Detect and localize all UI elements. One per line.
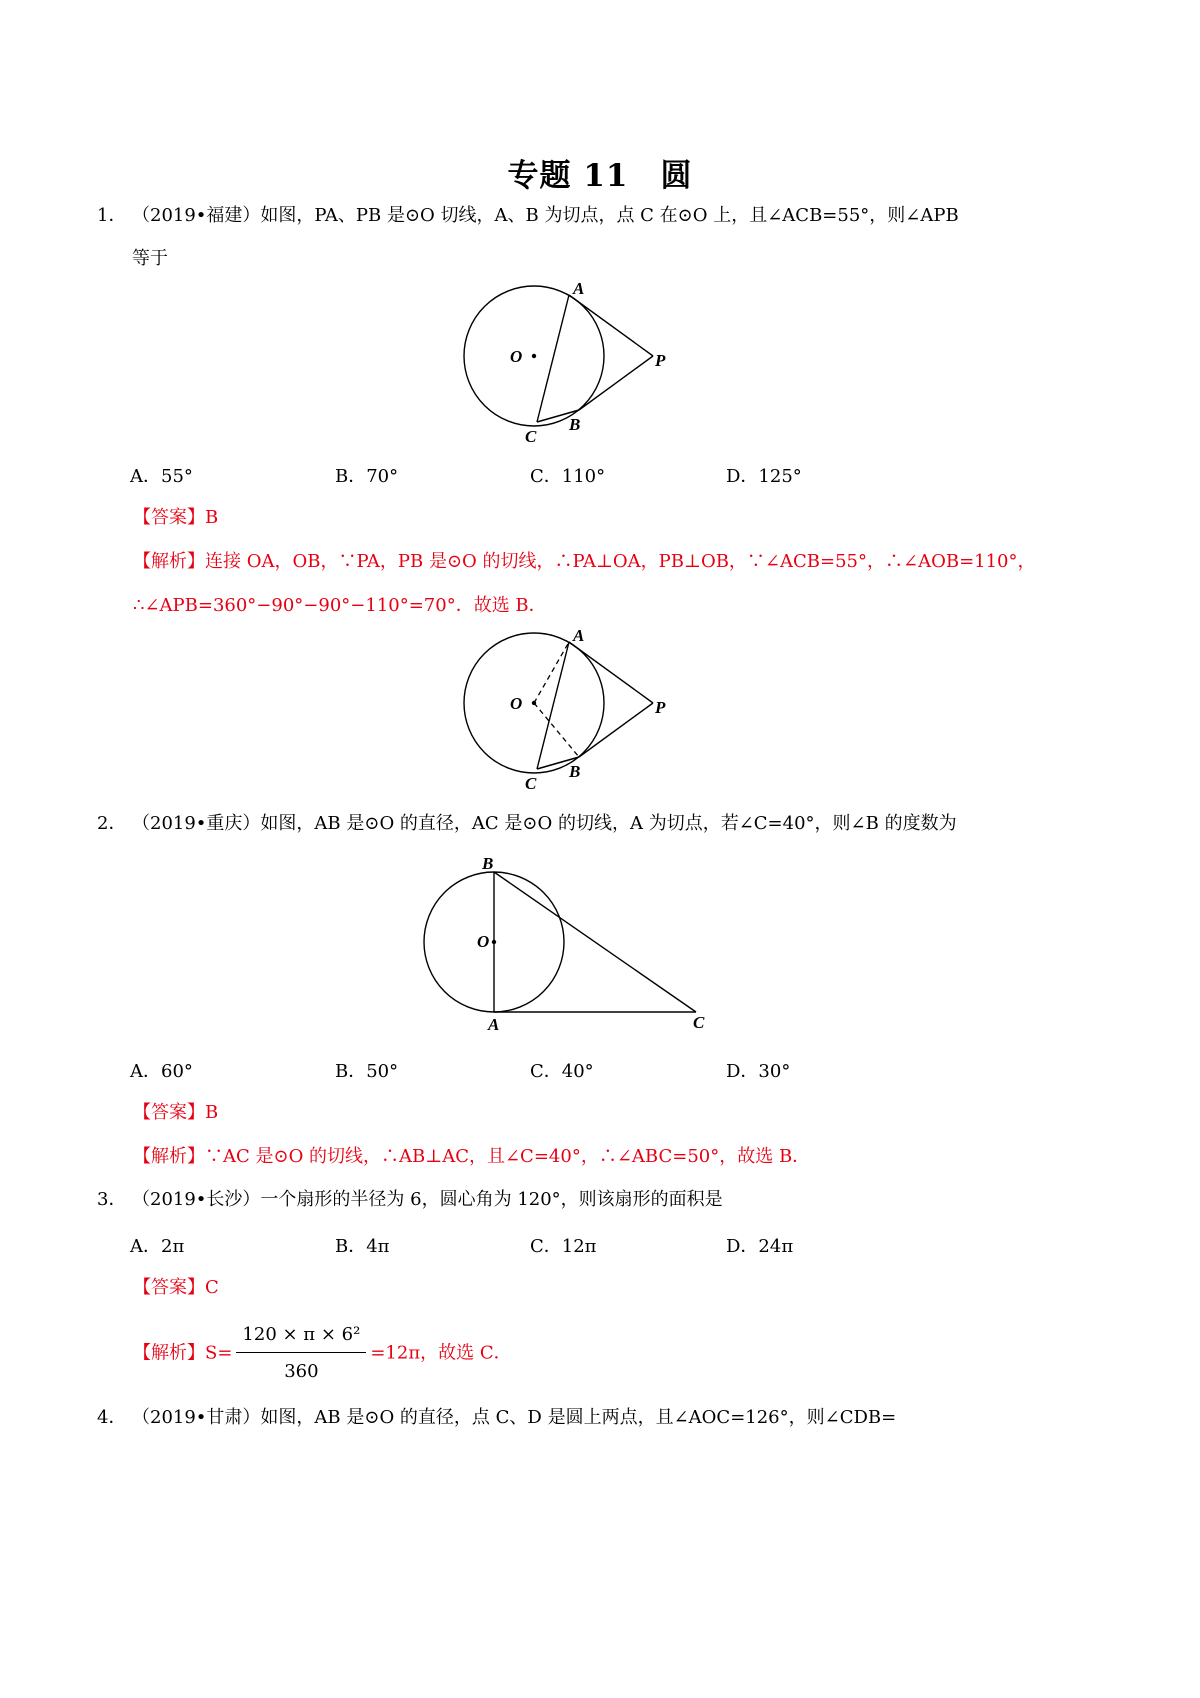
q1s-radius-ob	[534, 703, 579, 757]
q1-label-a: A	[573, 279, 585, 298]
q1s-center-dot	[532, 701, 536, 705]
q1-label-p: P	[655, 351, 666, 370]
q3-option-a: A．2π	[130, 1236, 185, 1257]
q4-text-line1: （2019•甘肃）如图，AB 是⊙O 的直径，点 C、D 是圆上两点，且∠AOC=126°，则∠CDB=	[132, 1407, 897, 1428]
q2-label-c: C	[693, 1013, 705, 1032]
q3-option-b: B．4π	[335, 1236, 390, 1257]
q1-text-line1: （2019•福建）如图，PA、PB 是⊙O 切线，A、B 为切点，点 C 在⊙O 上，且∠ACB=55°，则∠APB	[132, 205, 959, 226]
q3-analysis-prefix: 【解析】S=	[133, 1342, 233, 1364]
q3-fraction-numerator: 120 × π × 6²	[236, 1322, 366, 1353]
q2-number: 2．	[97, 813, 127, 834]
q1-tangent-pa	[569, 295, 653, 356]
q4-number: 4．	[97, 1407, 127, 1428]
q1s-label-p: P	[655, 698, 666, 717]
q1s-label-a: A	[573, 626, 585, 645]
q1-solution-figure	[440, 617, 700, 802]
q1-label-b: B	[569, 415, 581, 434]
q1s-label-o: O	[510, 694, 523, 713]
q2-text-line1: （2019•重庆）如图，AB 是⊙O 的直径，AC 是⊙O 的切线，A 为切点，若∠C=40°，则∠B 的度数为	[132, 813, 957, 834]
q2-figure	[410, 845, 730, 1040]
q1s-chord-ac	[537, 642, 569, 769]
q2-answer: 【答案】B	[133, 1102, 219, 1123]
q3-option-c: C．12π	[530, 1236, 597, 1257]
q1-option-b: B．70°	[335, 466, 399, 487]
q1-option-a: A．55°	[130, 466, 193, 487]
q1s-label-b: B	[569, 762, 581, 781]
q1-tangent-pb	[579, 356, 653, 410]
q2-label-a: A	[488, 1015, 500, 1034]
q1-option-c: C．110°	[530, 466, 606, 487]
q3-answer: 【答案】C	[133, 1277, 219, 1298]
q2-option-a: A．60°	[130, 1061, 193, 1082]
q2-label-o: O	[477, 932, 490, 951]
q1-figure	[440, 270, 700, 455]
q2-label-b: B	[482, 854, 494, 873]
q1-analysis-line2: ∴∠APB=360°−90°−90°−110°=70°．故选 B．	[133, 595, 547, 616]
q1-text-line2: 等于	[132, 248, 168, 269]
q1s-tangent-pa	[569, 642, 653, 703]
q2-option-d: D．30°	[726, 1061, 791, 1082]
q1-center-dot	[532, 354, 536, 358]
q1-label-c: C	[525, 427, 537, 446]
q1-label-o: O	[510, 347, 523, 366]
q2-option-c: C．40°	[530, 1061, 594, 1082]
q3-text-line1: （2019•长沙）一个扇形的半径为 6，圆心角为 120°，则该扇形的面积是	[132, 1189, 723, 1210]
q2-option-b: B．50°	[335, 1061, 399, 1082]
q3-analysis	[133, 1322, 512, 1385]
q1s-label-c: C	[525, 774, 537, 793]
q1-option-d: D．125°	[726, 466, 802, 487]
q1s-radius-oa	[534, 642, 569, 703]
q3-option-d: D．24π	[726, 1236, 794, 1257]
q3-number: 3．	[97, 1189, 127, 1210]
q2-line-bc	[494, 872, 696, 1012]
q2-analysis: 【解析】∵AC 是⊙O 的切线，∴AB⊥AC，且∠C=40°，∴∠ABC=50°，故选 B．	[133, 1146, 811, 1167]
q1-analysis-line1: 【解析】连接 OA，OB，∵PA，PB 是⊙O 的切线，∴PA⊥OA，PB⊥OB，∵∠ACB=55°，∴∠AOB=110°，	[133, 551, 1036, 572]
q1-chord-ac	[537, 295, 569, 422]
q1-answer: 【答案】B	[133, 507, 219, 528]
q1s-tangent-pb	[579, 703, 653, 757]
q2-center-dot	[492, 940, 496, 944]
page-title: 专题 11 圆	[507, 158, 693, 194]
q3-analysis-suffix: =12π，故选 C．	[370, 1342, 512, 1364]
q3-fraction	[236, 1322, 366, 1385]
q3-fraction-denominator: 360	[284, 1361, 319, 1382]
q1-number: 1．	[97, 205, 127, 226]
